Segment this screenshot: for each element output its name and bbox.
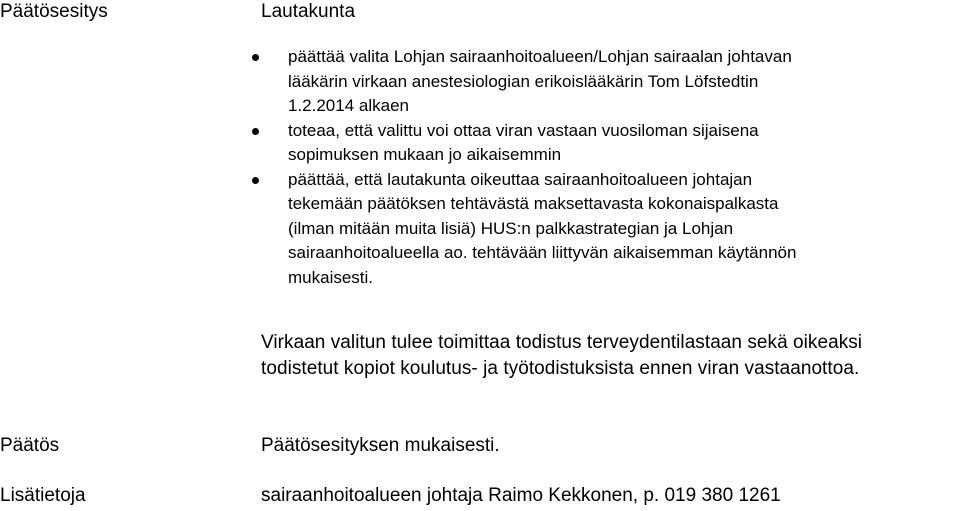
decision-label: Päätös [0,435,60,456]
paragraph-line-2: todistetut kopiot koulutus- ja työtodistuksista ennen viran vastaanottoa. [261,358,860,379]
header-right-label: Lautakunta [261,1,356,22]
decision-value: Päätösesityksen mukaisesti. [261,435,500,456]
bullet-3-line-3: (ilman mitään muita lisiä) HUS:n palkkastrategian ja Lohjan [288,218,734,238]
bullet-3-line-2: tekemään päätöksen tehtävästä maksettavasta kokonaispalkasta [288,194,779,213]
proposal-bullet-list [288,45,953,290]
bullet-1-line-1: päättää valita Lohjan sairaanhoitoalueen/Lohjan sairaalan johtavan [288,47,792,66]
requirements-paragraph [261,330,960,382]
bullet-1-line-3: 1.2.2014 alkaen [288,96,409,115]
additional-info-value: sairaanhoitoalueen johtaja Raimo Kekkonen, p. 019 380 1261 [261,485,781,506]
bullet-item-1 [288,45,953,119]
bullet-3-line-1: päättää, että lautakunta oikeuttaa sairaanhoitoalueen johtajan [288,169,753,189]
bullet-3-line-4: sairaanhoitoalueella ao. tehtävään liittyvän aikaisemman käytännön [288,243,797,262]
bullet-2-line-1: toteaa, että valittu voi ottaa viran vastaan vuosiloman sijaisena [288,120,759,140]
bullet-item-3 [288,168,953,291]
bullet-2-line-2: sopimuksen mukaan jo aikaisemmin [288,145,562,164]
bullet-3-line-5: mukaisesti. [288,267,374,287]
header-left-label: Päätösesitys [0,1,108,22]
bullet-icon [252,54,259,61]
bullet-item-2 [288,119,953,168]
additional-info-label: Lisätietoja [0,485,86,506]
bullet-icon [252,177,259,184]
bullet-1-line-2: lääkärin virkaan anestesiologian erikoislääkärin Tom Löfstedtin [288,71,759,91]
bullet-icon [252,128,259,135]
paragraph-line-1: Virkaan valitun tulee toimittaa todistus terveydentilastaan sekä oikeaksi [261,332,863,353]
